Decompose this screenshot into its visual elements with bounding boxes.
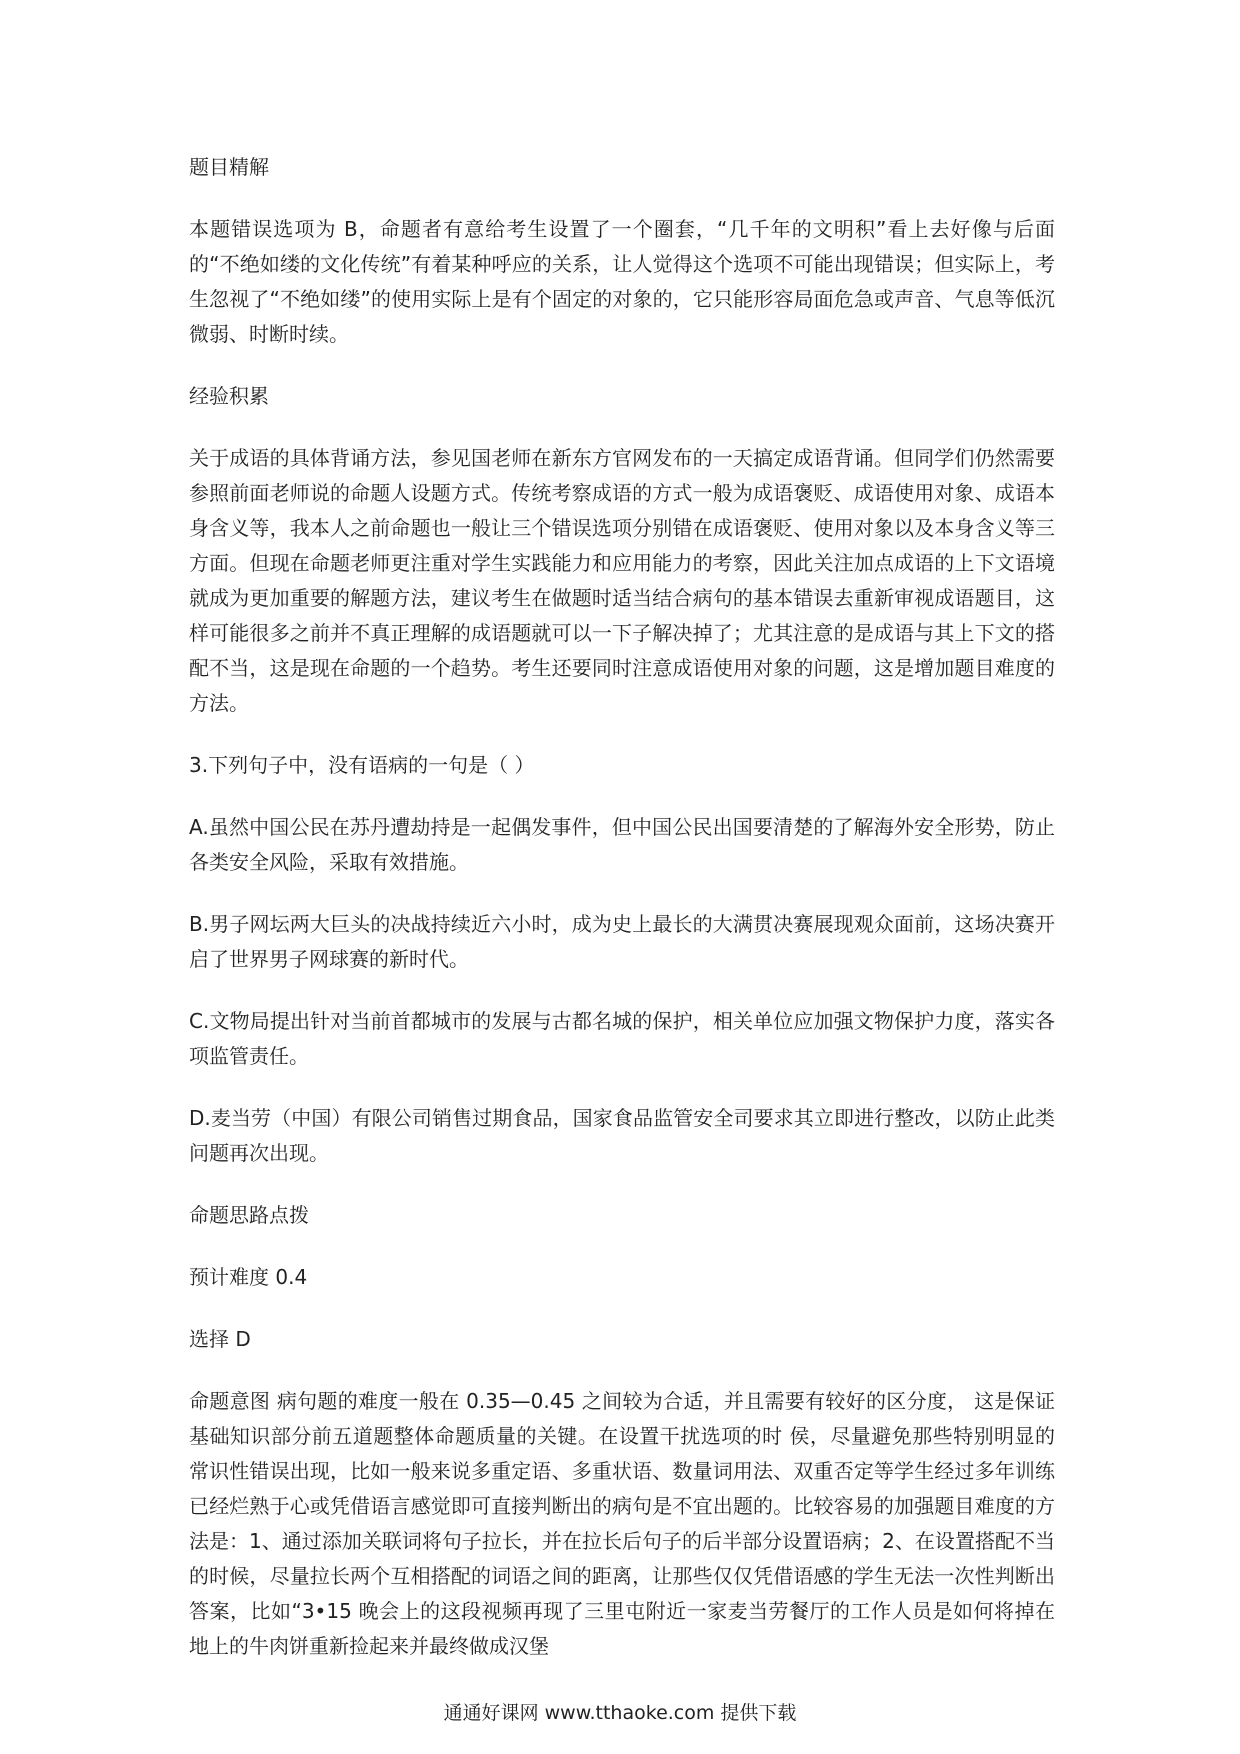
question-option-d: D.麦当劳（中国）有限公司销售过期食品，国家食品监管安全司要求其立即进行整改，以防止此类问题再次出现。	[189, 1106, 1055, 1165]
section-heading-analysis: 命题思路点拨	[189, 1203, 309, 1227]
answer-line: 选择 D	[189, 1327, 251, 1351]
experience-paragraph: 关于成语的具体背诵方法，参见国老师在新东方官网发布的一天搞定成语背诵。但同学们仍然需要参照前面老师说的命题人设题方式。传统考察成语的方式一般为成语褒贬、成语使用对象、成语本身含义等，我本人之前命题也一般让三个错误选项分别错在成语褒贬、使用对象以及本身含义等三方面。但现在命题老师更注重对学生实践能力和应用能力的考察，因此关注加点成语的上下文语境就成为更加重要的解题方法，建议考生在做题时适当结合病句的基本错误去重新审视成语题目，这样可能很多之前并不真正理解的成语题就可以一下子解决掉了；尤其注意的是成语与其上下文的搭配不当，这是现在命题的一个趋势。考生还要同时注意成语使用对象的问题，这是增加题目难度的方法。	[189, 446, 1055, 715]
section-heading-experience: 经验积累	[189, 384, 269, 408]
page-footer: 通通好课网 www.tthaoke.com 提供下载	[443, 1702, 797, 1724]
section-heading-explanation: 题目精解	[189, 155, 269, 179]
intent-paragraph: 命题意图 病句题的难度一般在 0.35—0.45 之间较为合适，并且需要有较好的区分度， 这是保证基础知识部分前五道题整体命题质量的关键。在设置干扰选项的时 侯，尽量避免那些特别明显的常识性错误出现，比如一般来说多重定语、多重状语、数量词用法、双重否定等学生经过多年训练已经烂熟于心或凭借语言感觉即可直接判断出的病句是不宜出题的。比较容易的加强题目难度的方法是：1、通过添加关联词将句子拉长，并在拉长后句子的后半部分设置语病；2、在设置搭配不当的时候，尽量拉长两个互相搭配的词语之间的距离，让那些仅仅凭借语感的学生无法一次性判断出答案，比如“3•15 晚会上的这段视频再现了三里屯附近一家麦当劳餐厅的工作人员是如何将掉在地上的牛肉饼重新捡起来并最终做成汉堡	[189, 1389, 1055, 1658]
question-option-b: B.男子网坛两大巨头的决战持续近六小时，成为史上最长的大满贯决赛展现观众面前，这场决赛开启了世界男子网球赛的新时代。	[189, 912, 1055, 971]
document-content	[189, 150, 1055, 1691]
question-option-a: A.虽然中国公民在苏丹遭劫持是一起偶发事件，但中国公民出国要清楚的了解海外安全形势，防止各类安全风险，采取有效措施。	[189, 815, 1055, 874]
question-option-c: C.文物局提出针对当前首都城市的发展与古都名城的保护，相关单位应加强文物保护力度，落实各项监管责任。	[189, 1009, 1055, 1068]
question-stem: 3.下列句子中，没有语病的一句是（ ）	[189, 753, 535, 777]
difficulty-line: 预计难度 0.4	[189, 1265, 308, 1289]
explanation-paragraph: 本题错误选项为 B，命题者有意给考生设置了一个圈套，“几千年的文明积”看上去好像与后面的“不绝如缕的文化传统”有着某种呼应的关系，让人觉得这个选项不可能出现错误；但实际上，考生忽视了“不绝如缕”的使用实际上是有个固定的对象的，它只能形容局面危急或声音、气息等低沉微弱、时断时续。	[189, 217, 1055, 346]
